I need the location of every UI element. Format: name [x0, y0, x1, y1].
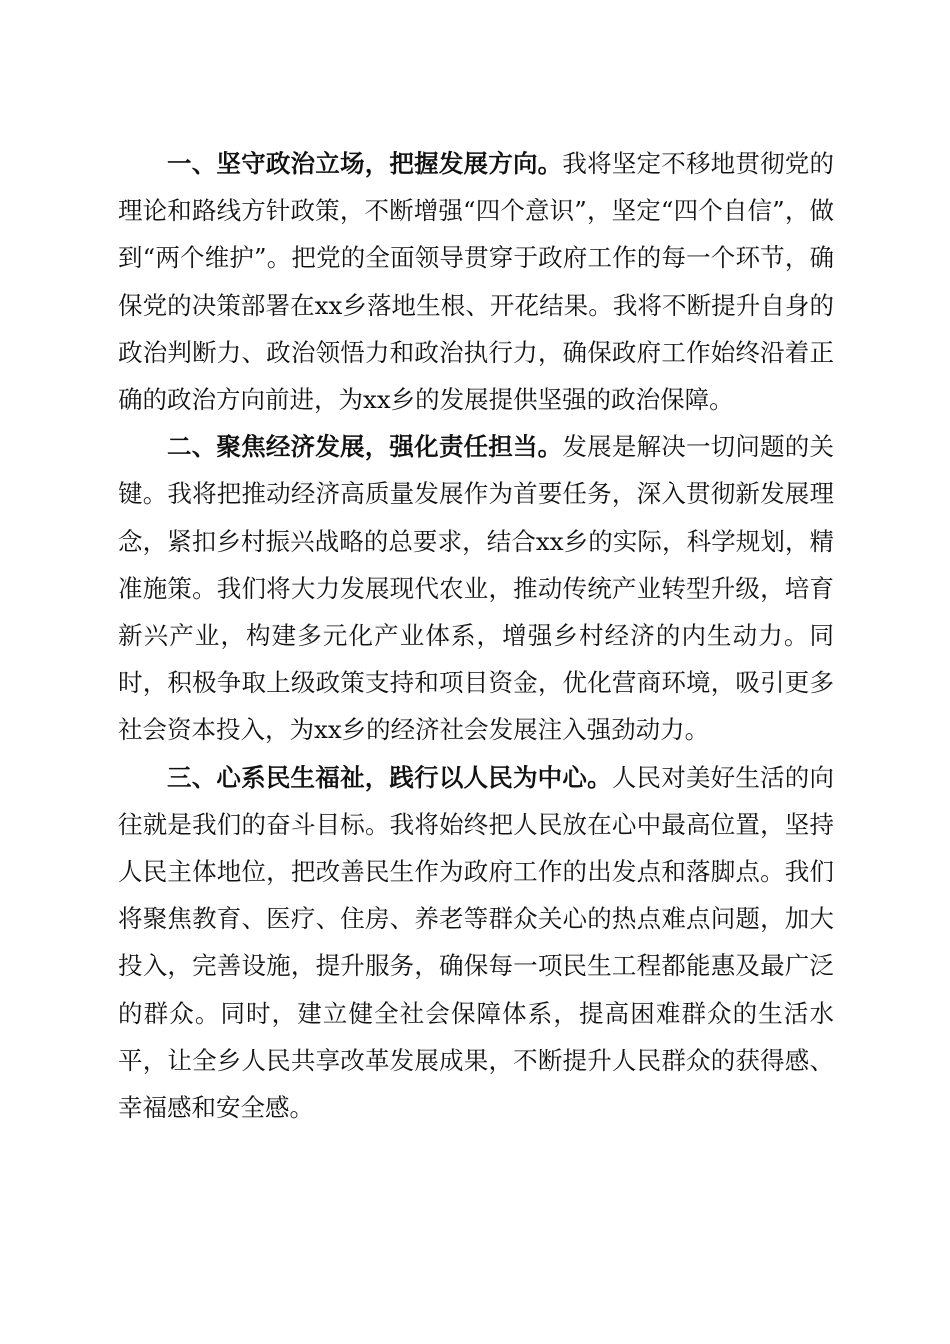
paragraph-1-body: 我将坚定不移地贯彻党的理论和路线方针政策，不断增强“四个意识”，坚定“四个自信”，做到“两个维护”。把党的全面领导贯穿于政府工作的每一个环节，确保党的决策部署在xx乡落地生根、开花结果。我将不断提升自身的政治判断力、政治领悟力和政治执行力，确保政府工作始终沿着正确的政治方向前进，为xx乡的发展提供坚强的政治保障。 — [118, 149, 835, 415]
paragraph-1-heading: 一、坚守政治立场，把握发展方向。 — [167, 149, 563, 178]
paragraph-2-heading: 二、聚焦经济发展，强化责任担当。 — [167, 432, 563, 462]
document-page — [118, 140, 834, 1131]
paragraph-3 — [118, 754, 834, 1132]
paragraph-1 — [118, 140, 834, 423]
paragraph-3-body: 人民对美好生活的向往就是我们的奋斗目标。我将始终把人民放在心中最高位置，坚持人民主体地位，把改善民生作为政府工作的出发点和落脚点。我们将聚焦教育、医疗、住房、养老等群众关心的热点难点问题，加大投入，完善设施，提升服务，确保每一项民生工程都能惠及最广泛的群众。同时，建立健全社会保障体系，提高困难群众的生活水平，让全乡人民共享改革发展成果，不断提升人民群众的获得感、幸福感和安全感。 — [118, 762, 835, 1123]
paragraph-3-heading: 三、心系民生福祉，践行以人民为中心。 — [167, 762, 612, 792]
paragraph-2-body: 发展是解决一切问题的关键。我将把推动经济高质量发展作为首要任务，深入贯彻新发展理念，紧扣乡村振兴战略的总要求，结合xx乡的实际，科学规划，精准施策。我们将大力发展现代农业，推动传统产业转型升级，培育新兴产业，构建多元化产业体系，增强乡村经济的内生动力。同时，积极争取上级政策支持和项目资金，优化营商环境，吸引更多社会资本投入，为xx乡的经济社会发展注入强劲动力。 — [118, 432, 835, 745]
paragraph-2 — [118, 423, 834, 753]
